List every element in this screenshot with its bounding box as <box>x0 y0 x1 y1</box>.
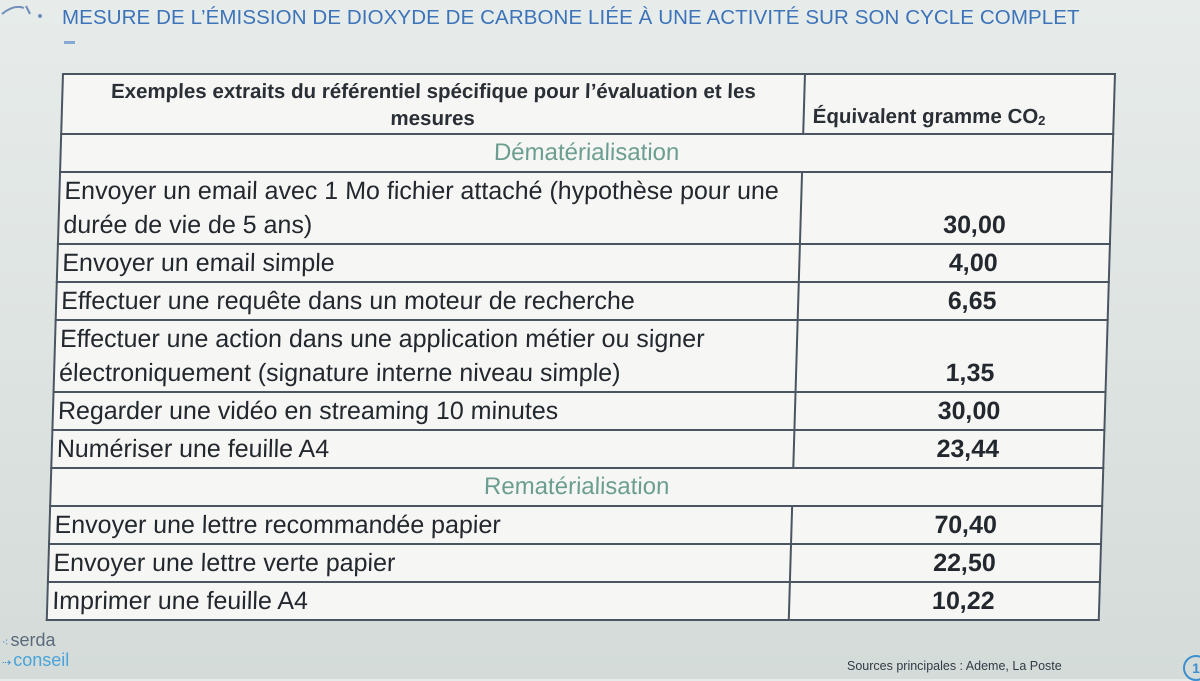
table-row <box>47 582 1100 620</box>
value-cell: 70,40 <box>791 506 1102 544</box>
co2-subscript: 2 <box>1037 113 1046 128</box>
action-cell: Effectuer une requête dans un moteur de recherche <box>56 282 799 320</box>
table-row <box>49 506 1102 544</box>
action-cell: Effectuer une action dans une application métier ou signer électroniquement (signature interne niveau simple) <box>54 320 798 392</box>
co2-emissions-table <box>46 73 1116 621</box>
title-divider <box>64 41 75 44</box>
action-cell: Imprimer une feuille A4 <box>47 582 790 620</box>
section-row-rematerialisation <box>50 468 1103 506</box>
table-row <box>58 172 1112 244</box>
sources-note: Sources principales : Ademe, La Poste <box>847 659 1062 673</box>
value-cell: 30,00 <box>800 172 1112 244</box>
action-cell: Envoyer une lettre recommandée papier <box>49 506 792 544</box>
column-header-examples: Exemples extraits du référentiel spécifique pour l’évaluation et les mesures <box>61 74 805 134</box>
section-label: Rematérialisation <box>50 468 1103 506</box>
logo-dots-icon: ⁖ <box>2 637 9 649</box>
column-header-co2-label: Équivalent gramme CO <box>812 105 1039 128</box>
section-row-dematerialisation <box>60 134 1113 172</box>
table-row <box>54 320 1108 392</box>
action-cell: Envoyer un email avec 1 Mo fichier attaché (hypothèse pour une durée de vie de 5 ans) <box>58 172 802 244</box>
logo-text-conseil: conseil <box>13 650 70 670</box>
section-label: Dématérialisation <box>60 134 1113 172</box>
table-row <box>57 244 1110 282</box>
value-cell: 23,44 <box>793 430 1104 468</box>
table-header-row <box>61 74 1115 134</box>
value-cell: 30,00 <box>794 392 1105 430</box>
table-row <box>51 430 1104 468</box>
action-cell: Envoyer une lettre verte papier <box>48 544 791 582</box>
value-cell: 1,35 <box>796 320 1108 392</box>
page-title: MESURE DE L’ÉMISSION DE DIOXYDE DE CARBONE LIÉE À UNE ACTIVITÉ SUR SON CYCLE COMPLET <box>62 6 1080 29</box>
table-row <box>56 282 1109 320</box>
value-cell: 10,22 <box>789 582 1100 620</box>
logo-arrow-icon: ⇢ <box>2 657 12 669</box>
table-row <box>52 392 1105 430</box>
value-cell: 22,50 <box>790 544 1101 582</box>
value-cell: 4,00 <box>799 244 1110 282</box>
page-number-badge: 1 <box>1183 655 1200 681</box>
serda-conseil-logo <box>2 632 69 672</box>
action-cell: Numériser une feuille A4 <box>51 430 794 468</box>
logo-text-serda: serda <box>10 630 56 650</box>
corner-decoration-icon <box>0 0 60 30</box>
table-row <box>48 544 1101 582</box>
column-header-co2 <box>803 74 1115 134</box>
action-cell: Envoyer un email simple <box>57 244 800 282</box>
co2-table-container <box>46 73 1114 621</box>
value-cell: 6,65 <box>798 282 1109 320</box>
action-cell: Regarder une vidéo en streaming 10 minutes <box>52 392 795 430</box>
